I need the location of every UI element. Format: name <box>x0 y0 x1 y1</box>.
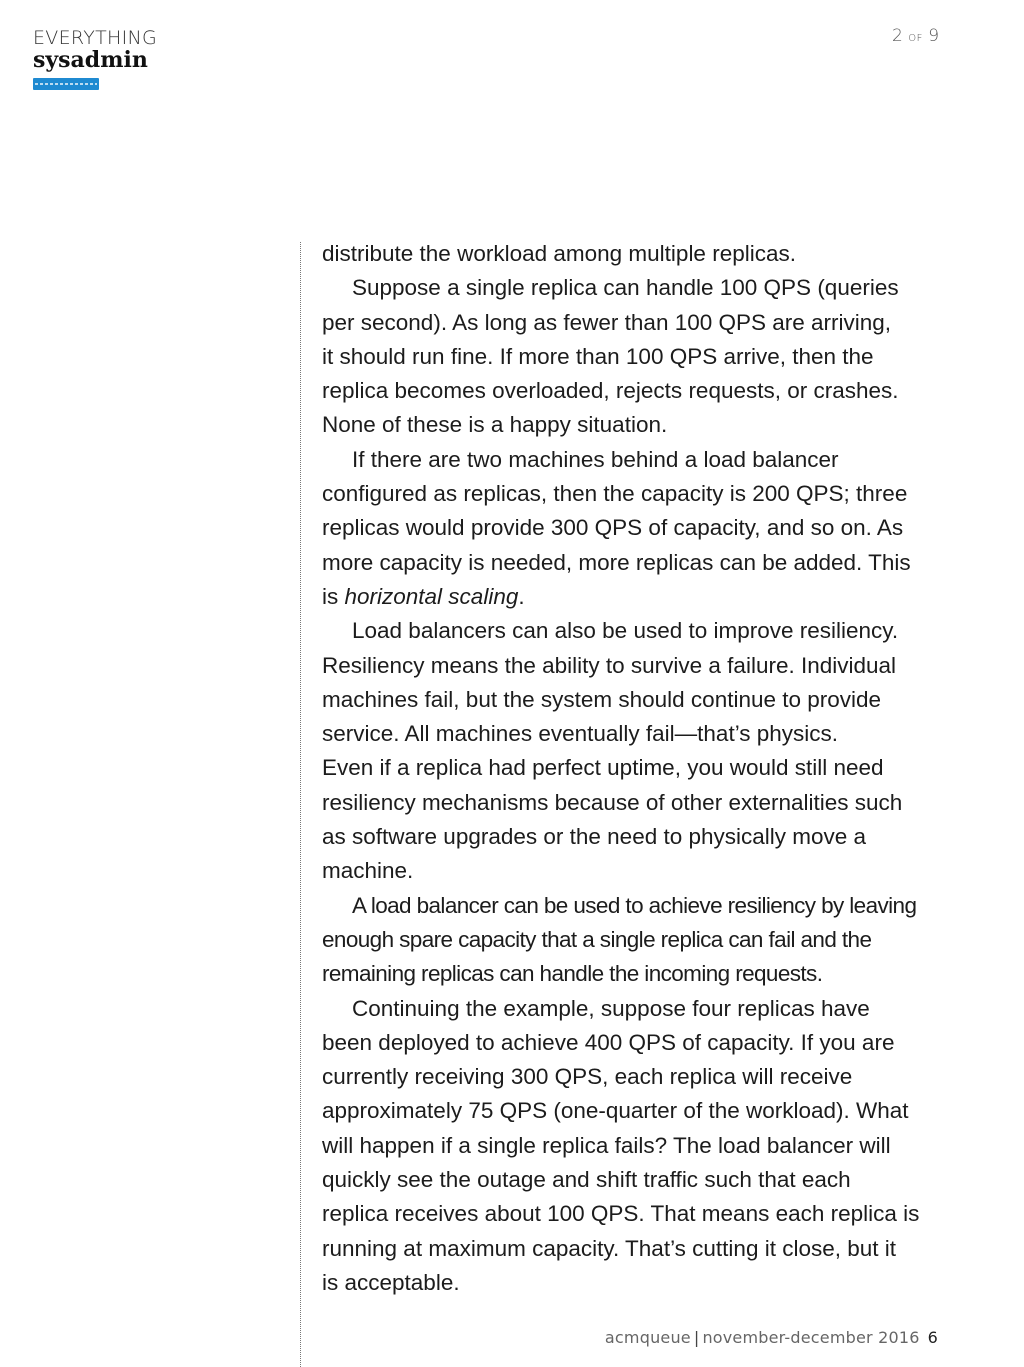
page-footer <box>605 1328 938 1347</box>
article-line-text: will happen if a single replica fails? The load balancer will <box>322 1132 891 1158</box>
article-line-text: resiliency mechanisms because of other externalities such <box>322 789 903 815</box>
article-line <box>322 717 947 751</box>
article-line-text: enough spare capacity that a single replica can fail and the <box>322 926 872 952</box>
article-line-text: Even if a replica had perfect uptime, you would still need <box>322 755 884 781</box>
article-line-text: as software upgrades or the need to physically move a <box>322 824 867 850</box>
article-line <box>322 271 947 305</box>
article-line-text: remaining replicas can handle the incoming requests. <box>322 961 823 987</box>
page-of-label: OF <box>908 33 923 44</box>
footer-issue: november-december 2016 <box>702 1328 920 1347</box>
article-line-text: replicas would provide 300 QPS of capacity, and so on. As <box>322 515 904 541</box>
footer-separator: | <box>693 1328 700 1347</box>
page-current: 2 <box>892 26 903 46</box>
article-line <box>322 992 947 1026</box>
article-line <box>322 683 947 717</box>
article-line <box>322 820 947 854</box>
publication-brand <box>33 27 157 90</box>
article-line-text: per second). As long as fewer than 100 QPS are arriving, <box>322 309 892 335</box>
article-line-text: If there are two machines behind a load balancer <box>352 446 839 472</box>
article-line <box>322 614 947 648</box>
article-line-punctuation: . <box>518 583 525 609</box>
article-line <box>322 1129 947 1163</box>
article-line-text: Load balancers can also be used to improve resiliency. <box>352 618 899 644</box>
article-line-text: service. All machines eventually fail—that’s physics. <box>322 721 839 747</box>
article-line <box>322 751 947 785</box>
article-page-counter <box>892 26 939 46</box>
column-divider <box>300 242 301 1367</box>
article-line <box>322 443 947 477</box>
article-line <box>322 477 947 511</box>
article-line-text: quickly see the outage and shift traffic such that each <box>322 1167 851 1193</box>
article-line <box>322 546 947 580</box>
article-line <box>322 1060 947 1094</box>
article-line-text: is <box>322 583 345 609</box>
article-line <box>322 237 947 271</box>
article-line <box>322 1197 947 1231</box>
article-line <box>322 649 947 683</box>
article-line <box>322 340 947 374</box>
article-line-text: replica becomes overloaded, rejects requests, or crashes. <box>322 378 899 404</box>
article-body <box>322 237 947 1300</box>
footer-publication: acmqueue <box>604 1328 691 1347</box>
brand-tag-logo <box>33 78 99 90</box>
article-line <box>322 1026 947 1060</box>
article-line-text: is acceptable. <box>322 1269 460 1295</box>
article-line <box>322 374 947 408</box>
article-line <box>322 786 947 820</box>
article-line <box>322 1266 947 1300</box>
article-line-text: Continuing the example, suppose four replicas have <box>352 995 870 1021</box>
article-line <box>322 854 947 888</box>
article-line <box>322 1232 947 1266</box>
article-line-text: Resiliency means the ability to survive a failure. Individual <box>322 652 897 678</box>
article-line-text: running at maximum capacity. That’s cutting it close, but it <box>322 1235 897 1261</box>
article-line <box>322 306 947 340</box>
article-line <box>322 923 947 957</box>
brand-line-sysadmin: sysadmin <box>33 47 148 73</box>
article-line-text: more capacity is needed, more replicas can be added. This <box>322 549 911 575</box>
article-line <box>322 1094 947 1128</box>
article-line <box>322 511 947 545</box>
article-line-text: currently receiving 300 QPS, each replica will receive <box>322 1064 853 1090</box>
footer-page-number: 6 <box>927 1328 938 1347</box>
article-line <box>322 957 947 991</box>
article-line <box>322 408 947 442</box>
article-line-text: approximately 75 QPS (one-quarter of the workload). What <box>322 1098 909 1124</box>
article-line <box>322 889 947 923</box>
article-line-text: configured as replicas, then the capacity is 200 QPS; three <box>322 481 908 507</box>
brand-line-everything: EVERYTHING <box>33 27 158 49</box>
article-line-text: A load balancer can be used to achieve resiliency by leaving <box>352 892 917 918</box>
article-line <box>322 1163 947 1197</box>
emphasized-term: horizontal scaling <box>344 583 519 609</box>
article-line-text: it should run fine. If more than 100 QPS arrive, then the <box>322 343 874 369</box>
page-total: 9 <box>928 26 940 46</box>
article-line-text: been deployed to achieve 400 QPS of capacity. If you are <box>322 1029 895 1055</box>
article-line-text: replica receives about 100 QPS. That means each replica is <box>322 1201 920 1227</box>
article-line <box>322 580 947 614</box>
article-line-text: machines fail, but the system should continue to provide <box>322 686 882 712</box>
article-line-text: Suppose a single replica can handle 100 QPS (queries <box>352 275 899 301</box>
article-line-text: machine. <box>322 858 414 884</box>
article-line-text: None of these is a happy situation. <box>322 412 668 438</box>
article-line-text: distribute the workload among multiple replicas. <box>322 241 796 266</box>
